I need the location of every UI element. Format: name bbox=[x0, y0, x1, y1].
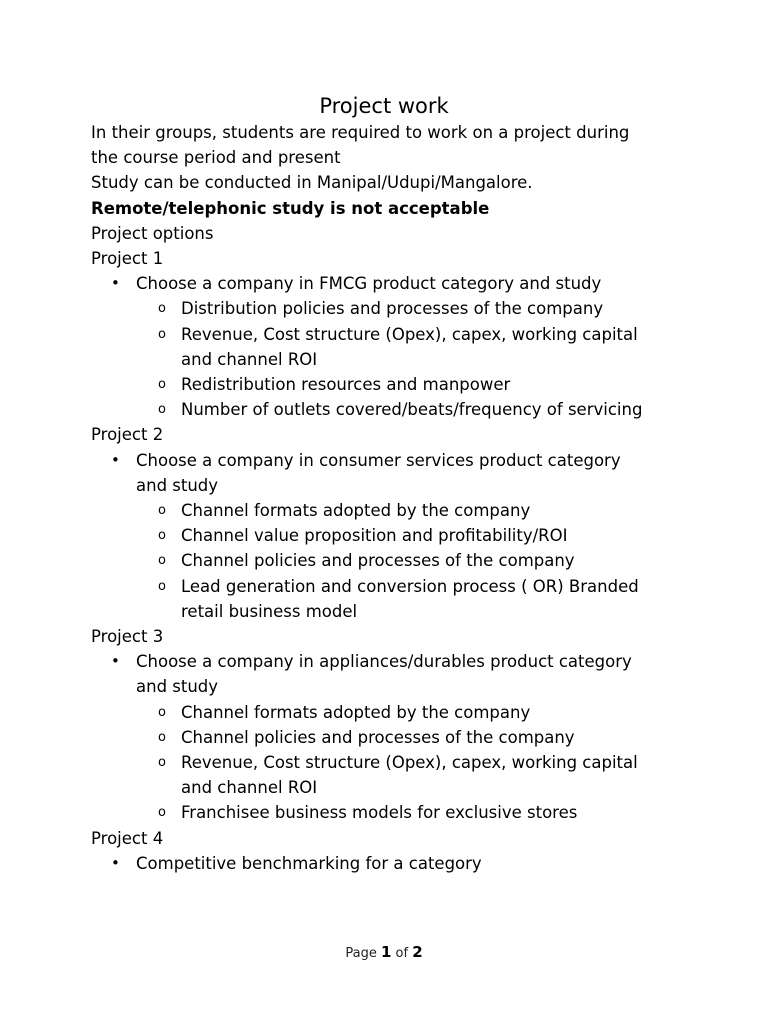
sub-item bbox=[91, 548, 691, 573]
sub-bullet-marker: o bbox=[158, 704, 166, 720]
sub-bullet-marker: o bbox=[158, 402, 166, 418]
sub-bullet-marker: o bbox=[158, 553, 166, 569]
bullet-marker: • bbox=[111, 274, 120, 293]
of-label: of bbox=[395, 946, 409, 961]
sub-item bbox=[91, 523, 691, 548]
sub-item bbox=[91, 498, 691, 523]
sub-item-text-line: and channel ROI bbox=[181, 778, 318, 798]
bullet-text-line: and study bbox=[136, 475, 219, 495]
sub-item bbox=[91, 725, 691, 750]
sub-item-text-line: Revenue, Cost structure (Opex), capex, working capital bbox=[181, 324, 638, 344]
sub-item-text-line: Channel formats adopted by the company bbox=[181, 501, 531, 521]
project-heading: Project 3 bbox=[91, 627, 164, 647]
sub-item-text-line: retail business model bbox=[181, 601, 358, 621]
sub-item bbox=[91, 322, 691, 372]
sub-bullet-marker: o bbox=[158, 503, 166, 519]
intro-line-3: Study can be conducted in Manipal/Udupi/Mangalore. bbox=[91, 173, 533, 193]
sub-item bbox=[91, 574, 691, 624]
current-page-number: 1 bbox=[380, 943, 392, 961]
sub-item-text-line: Channel formats adopted by the company bbox=[181, 702, 531, 722]
remote-study-warning: Remote/telephonic study is not acceptable bbox=[91, 198, 490, 218]
bullet-marker: • bbox=[111, 652, 120, 671]
sub-bullet-marker: o bbox=[158, 326, 166, 342]
project-section bbox=[91, 826, 691, 876]
sub-item bbox=[91, 372, 691, 397]
projects-list bbox=[91, 246, 691, 876]
bullet-item bbox=[91, 649, 691, 699]
sub-item-text-line: and channel ROI bbox=[181, 349, 318, 369]
bullet-item bbox=[91, 851, 691, 876]
project-heading: Project 2 bbox=[91, 425, 164, 445]
total-pages-number: 2 bbox=[412, 943, 423, 961]
page-label: Page bbox=[345, 946, 377, 961]
page-footer bbox=[0, 942, 768, 964]
sub-bullet-marker: o bbox=[158, 729, 166, 745]
bullet-text-line: Choose a company in appliances/durables product category bbox=[136, 652, 632, 672]
project-options-heading: Project options bbox=[91, 223, 214, 243]
sub-item bbox=[91, 750, 691, 800]
sub-bullet-marker: o bbox=[158, 301, 166, 317]
bullet-item bbox=[91, 448, 691, 498]
sub-item-text-line: Number of outlets covered/beats/frequency of servicing bbox=[181, 400, 643, 420]
bullet-marker: • bbox=[111, 450, 120, 469]
sub-bullet-marker: o bbox=[158, 755, 166, 771]
sub-bullet-marker: o bbox=[158, 528, 166, 544]
bullet-text-line: and study bbox=[136, 677, 219, 697]
document-body bbox=[91, 120, 691, 876]
sub-item-text-line: Redistribution resources and manpower bbox=[181, 375, 511, 395]
sub-item-text-line: Channel policies and processes of the company bbox=[181, 727, 575, 747]
sub-item bbox=[91, 397, 691, 422]
sub-item-text-line: Revenue, Cost structure (Opex), capex, working capital bbox=[181, 753, 638, 773]
bullet-marker: • bbox=[111, 853, 120, 872]
project-section bbox=[91, 246, 691, 422]
project-heading: Project 1 bbox=[91, 249, 164, 269]
project-section bbox=[91, 422, 691, 624]
project-heading: Project 4 bbox=[91, 828, 164, 848]
sub-bullet-marker: o bbox=[158, 805, 166, 821]
sub-item-text-line: Franchisee business models for exclusive stores bbox=[181, 803, 578, 823]
sub-item-text-line: Channel value proposition and profitability/ROI bbox=[181, 526, 568, 546]
bullet-item bbox=[91, 271, 691, 296]
project-section bbox=[91, 624, 691, 826]
sub-bullet-marker: o bbox=[158, 578, 166, 594]
sub-item-text-line: Distribution policies and processes of the company bbox=[181, 299, 604, 319]
bullet-text-line: Choose a company in consumer services product category bbox=[136, 450, 621, 470]
bullet-text-line: Competitive benchmarking for a category bbox=[136, 853, 482, 873]
sub-item bbox=[91, 296, 691, 321]
sub-item-text-line: Channel policies and processes of the company bbox=[181, 551, 575, 571]
intro-line-1: In their groups, students are required to work on a project during bbox=[91, 123, 630, 142]
intro-line-2: the course period and present bbox=[91, 148, 341, 168]
bullet-text-line: Choose a company in FMCG product category and study bbox=[136, 274, 602, 294]
sub-bullet-marker: o bbox=[158, 377, 166, 393]
sub-item-text-line: Lead generation and conversion process ( OR) Branded bbox=[181, 576, 639, 596]
sub-item bbox=[91, 700, 691, 725]
sub-item bbox=[91, 800, 691, 825]
page-title: Project work bbox=[319, 94, 449, 118]
